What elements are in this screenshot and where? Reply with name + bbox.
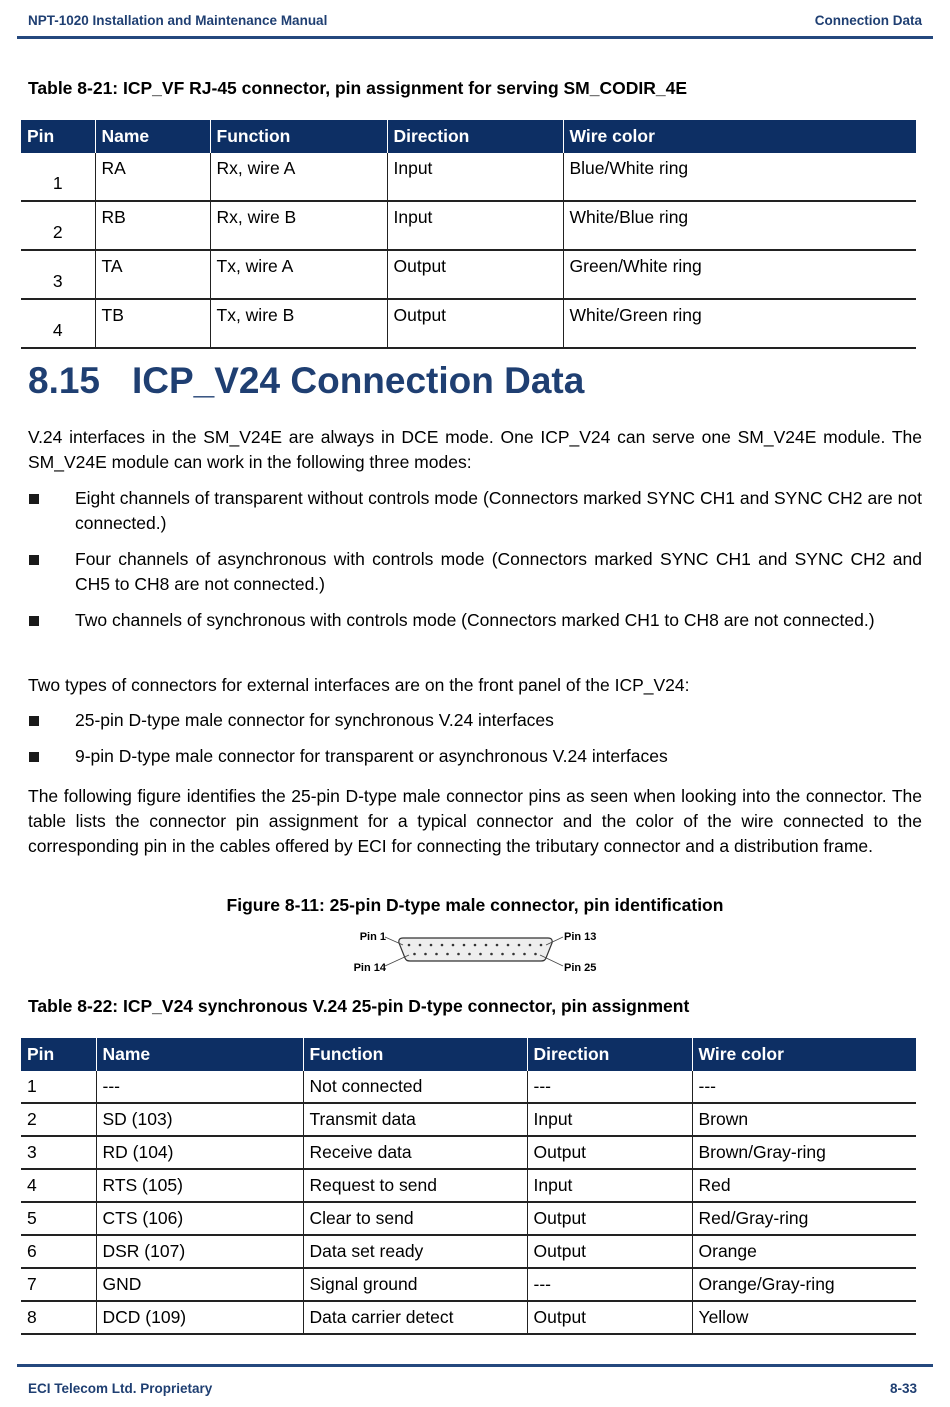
pin-bottom-23	[512, 953, 515, 956]
table-cell: 1	[21, 153, 95, 201]
list-item	[28, 744, 922, 769]
bullet-square-icon	[29, 555, 39, 565]
table-row	[21, 1268, 916, 1301]
table-cell: Input	[527, 1169, 692, 1202]
table-cell: Input	[387, 201, 563, 250]
table1	[21, 120, 916, 349]
footer-company: ECI Telecom Ltd. Proprietary	[28, 1381, 213, 1396]
table1-col-name: Name	[95, 120, 210, 153]
leader-line-pin-14	[385, 955, 409, 966]
table1-col-direction: Direction	[387, 120, 563, 153]
bullet-square-icon	[29, 616, 39, 626]
table-cell: Output	[527, 1136, 692, 1169]
table-cell: GND	[96, 1268, 303, 1301]
table-cell: Rx, wire B	[210, 201, 387, 250]
table-cell: Output	[387, 250, 563, 299]
table-row	[21, 1103, 916, 1136]
table1-col-pin: Pin	[21, 120, 95, 153]
pin-top-9	[496, 944, 499, 947]
table2-col-pin: Pin	[21, 1038, 96, 1071]
figure-description: The following figure identifies the 25-pin D-type male connector pins as seen when looking into the connector. The table lists the connector pin assignment for a typical connector and the color of the wire connected to the corresponding pin in the cables offered by ECI for connecting the tributary connector and a distribution frame.	[28, 786, 922, 856]
table-cell: Input	[527, 1103, 692, 1136]
table-cell: 4	[21, 299, 95, 348]
table-row	[21, 299, 916, 348]
intro-paragraph: V.24 interfaces in the SM_V24E are always in DCE mode. One ICP_V24 can serve one SM_V24E module. The SM_V24E module can work in the following three modes:	[28, 427, 922, 472]
list-item	[28, 708, 922, 733]
bullet-square-icon	[29, 716, 39, 726]
figure-caption: Figure 8-11: 25-pin D-type male connector, pin identification	[226, 895, 724, 915]
table-row	[21, 1301, 916, 1334]
table2-col-name: Name	[96, 1038, 303, 1071]
pin-top-3	[430, 944, 433, 947]
table-cell: ---	[527, 1268, 692, 1301]
table2	[21, 1038, 916, 1335]
pin-top-5	[452, 944, 455, 947]
page-header	[28, 10, 922, 32]
pin-bottom-20	[479, 953, 482, 956]
header-section-name: Connection Data	[814, 13, 922, 28]
pin-top-13	[540, 944, 543, 947]
table-cell: Request to send	[303, 1169, 527, 1202]
table-cell: DCD (109)	[96, 1301, 303, 1334]
table-cell: Output	[527, 1301, 692, 1334]
table-cell: ---	[96, 1071, 303, 1103]
table-cell: 2	[21, 201, 95, 250]
pin-top-2	[419, 944, 422, 947]
table2-col-wire-color: Wire color	[692, 1038, 916, 1071]
table-row	[21, 1071, 916, 1103]
table-cell: 8	[21, 1301, 96, 1334]
pin-top-6	[463, 944, 466, 947]
table2-header-row	[21, 1038, 916, 1071]
table2-col-direction: Direction	[527, 1038, 692, 1071]
section-heading	[28, 360, 584, 402]
table-row	[21, 153, 916, 201]
table-cell: RB	[95, 201, 210, 250]
pin-top-8	[485, 944, 488, 947]
table-cell: Tx, wire A	[210, 250, 387, 299]
table-cell: 3	[21, 250, 95, 299]
list-item	[28, 486, 922, 536]
list-item-text: Two channels of synchronous with controls mode (Connectors marked CH1 to CH8 are not connected.)	[75, 610, 875, 630]
table-cell: 1	[21, 1071, 96, 1103]
table-row	[21, 1136, 916, 1169]
list-item-text: 25-pin D-type male connector for synchronous V.24 interfaces	[75, 710, 554, 730]
table-cell: Green/White ring	[563, 250, 916, 299]
table-cell: Brown/Gray-ring	[692, 1136, 916, 1169]
connector-shell	[399, 938, 552, 961]
table-row	[21, 1169, 916, 1202]
table-cell: Brown	[692, 1103, 916, 1136]
table-cell: Tx, wire B	[210, 299, 387, 348]
pin-bottom-18	[457, 953, 460, 956]
table-cell: Yellow	[692, 1301, 916, 1334]
table-cell: CTS (106)	[96, 1202, 303, 1235]
table-cell: TA	[95, 250, 210, 299]
table-cell: White/Blue ring	[563, 201, 916, 250]
table-cell: ---	[527, 1071, 692, 1103]
pin-top-11	[518, 944, 521, 947]
table2-caption: Table 8-22: ICP_V24 synchronous V.24 25-pin D-type connector, pin assignment	[28, 996, 690, 1016]
table-cell: RTS (105)	[96, 1169, 303, 1202]
pin-top-10	[507, 944, 510, 947]
pin-bottom-19	[468, 953, 471, 956]
table-cell: 7	[21, 1268, 96, 1301]
list-item	[28, 608, 922, 633]
label-pin-14: Pin 14	[353, 962, 386, 974]
pin-top-7	[474, 944, 477, 947]
label-pin-1: Pin 1	[359, 931, 386, 943]
table-cell: 3	[21, 1136, 96, 1169]
bullet-square-icon	[29, 494, 39, 504]
table-cell: Orange	[692, 1235, 916, 1268]
table-cell: Output	[527, 1202, 692, 1235]
table-cell: White/Green ring	[563, 299, 916, 348]
table-cell: Orange/Gray-ring	[692, 1268, 916, 1301]
table-cell: TB	[95, 299, 210, 348]
table-cell: SD (103)	[96, 1103, 303, 1136]
pin-bottom-15	[424, 953, 427, 956]
db25-connector-diagram	[345, 925, 605, 975]
table2-col-function: Function	[303, 1038, 527, 1071]
table-row	[21, 1235, 916, 1268]
list-item-text: Four channels of asynchronous with controls mode (Connectors marked SYNC CH1 and SYNC CH2 and CH5 to CH8 are not connected.)	[75, 549, 922, 594]
label-pin-13: Pin 13	[564, 931, 597, 943]
table-cell: Red	[692, 1169, 916, 1202]
table-cell: Transmit data	[303, 1103, 527, 1136]
list-item-text: 9-pin D-type male connector for transparent or asynchronous V.24 interfaces	[75, 746, 668, 766]
table-cell: RA	[95, 153, 210, 201]
table-cell: 6	[21, 1235, 96, 1268]
table-cell: Red/Gray-ring	[692, 1202, 916, 1235]
table-cell: Clear to send	[303, 1202, 527, 1235]
table-cell: Not connected	[303, 1071, 527, 1103]
table1-col-wire-color: Wire color	[563, 120, 916, 153]
table-cell: 2	[21, 1103, 96, 1136]
pin-bottom-21	[490, 953, 493, 956]
footer-page-number: 8-33	[889, 1381, 917, 1396]
table-cell: Output	[527, 1235, 692, 1268]
list-item-text: Eight channels of transparent without controls mode (Connectors marked SYNC CH1 and SYNC CH2 are not connected.)	[75, 488, 922, 533]
bullet-square-icon	[29, 752, 39, 762]
pin-top-1	[408, 944, 411, 947]
table1-header-row	[21, 120, 916, 153]
header-manual-title: NPT-1020 Installation and Maintenance Manual	[28, 13, 328, 28]
connectors-intro: Two types of connectors for external interfaces are on the front panel of the ICP_V24:	[28, 675, 690, 695]
section-number: 8.15	[28, 360, 101, 401]
pin-bottom-22	[501, 953, 504, 956]
table-cell: DSR (107)	[96, 1235, 303, 1268]
table1-caption: Table 8-21: ICP_VF RJ-45 connector, pin assignment for serving SM_CODIR_4E	[28, 78, 688, 98]
pin-bottom-17	[446, 953, 449, 956]
pin-bottom-25	[534, 953, 537, 956]
table-cell: Output	[387, 299, 563, 348]
list-item	[28, 547, 922, 597]
table-row	[21, 1202, 916, 1235]
table-row	[21, 250, 916, 299]
table-cell: 5	[21, 1202, 96, 1235]
table-row	[21, 201, 916, 250]
table-cell: Data set ready	[303, 1235, 527, 1268]
table-cell: 4	[21, 1169, 96, 1202]
table-cell: Signal ground	[303, 1268, 527, 1301]
table-cell: Blue/White ring	[563, 153, 916, 201]
table-cell: Input	[387, 153, 563, 201]
table-cell: ---	[692, 1071, 916, 1103]
table-cell: RD (104)	[96, 1136, 303, 1169]
table-cell: Receive data	[303, 1136, 527, 1169]
pin-top-12	[529, 944, 532, 947]
section-title: ICP_V24 Connection Data	[132, 360, 585, 401]
header-rule	[17, 36, 933, 39]
table1-col-function: Function	[210, 120, 387, 153]
footer-rule	[17, 1364, 933, 1367]
pin-top-4	[441, 944, 444, 947]
table-cell: Rx, wire A	[210, 153, 387, 201]
pin-bottom-14	[413, 953, 416, 956]
pin-bottom-24	[523, 953, 526, 956]
pin-bottom-16	[435, 953, 438, 956]
label-pin-25: Pin 25	[564, 962, 597, 974]
table-cell: Data carrier detect	[303, 1301, 527, 1334]
